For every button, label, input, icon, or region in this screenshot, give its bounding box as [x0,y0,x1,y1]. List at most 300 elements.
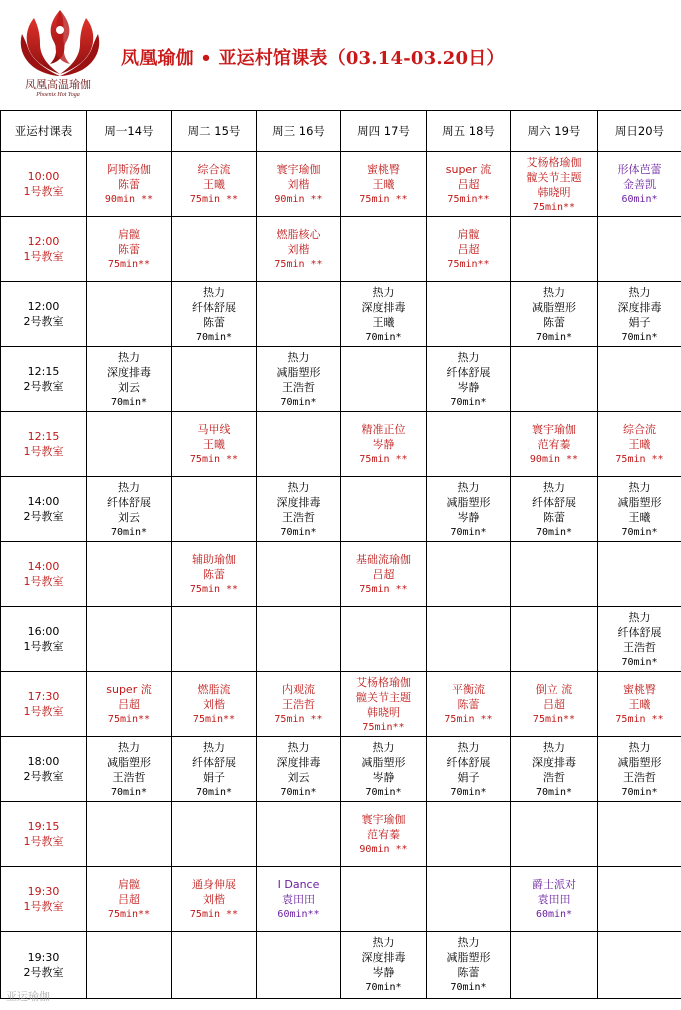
slot-room: 1号教室 [23,705,64,718]
class-cell [598,607,681,672]
class-name: 内观流 [282,683,315,696]
class-entry [598,737,681,800]
slot-room: 1号教室 [23,250,64,263]
class-entry [598,672,681,727]
class-cell [511,737,598,802]
instructor-name: 陈蕾 [543,511,565,524]
class-cell [511,282,598,347]
class-cell [598,152,681,217]
slot-time: 17:30 [27,690,60,703]
empty-cell [172,477,257,542]
class-cell [511,152,598,217]
instructor-name: 王浩哲 [282,381,315,394]
class-entry [598,152,681,207]
class-duration: 75min ** [189,584,239,595]
class-cell [172,282,257,347]
class-name: I Dance [277,878,320,891]
empty-cell [87,282,172,347]
empty-cell [257,607,341,672]
slot-room: 1号教室 [23,900,64,913]
instructor-name: 王曦 [628,438,651,451]
class-name: 减脂塑形 [361,756,406,769]
table-row [1,867,681,932]
class-duration: 90min ** [529,454,579,465]
class-name: 热力 [543,481,565,494]
class-entry [257,737,340,800]
instructor-name: 陈蕾 [118,243,140,256]
class-name: 平衡流 [452,683,485,696]
class-name: 减脂塑形 [446,951,491,964]
empty-cell [87,542,172,607]
class-name: 热力 [287,351,310,364]
class-entry [87,152,171,207]
class-name: 形体芭蕾 [617,163,662,176]
class-duration: 90min ** [104,194,154,205]
instructor-name: 吕超 [457,178,480,191]
instructor-name: 金善凯 [623,178,656,191]
class-cell [87,477,172,542]
slot-time: 14:00 [27,495,60,508]
class-name: 寰宇瑜伽 [532,423,576,436]
class-entry [511,282,597,345]
class-name: 肩髋 [118,878,140,891]
class-name: 热力 [628,481,651,494]
class-duration: 75min** [107,714,151,725]
class-cell [341,672,427,737]
class-duration: 70min* [621,527,658,538]
class-name: 精准正位 [361,423,406,436]
class-name: 热力 [543,741,565,754]
empty-cell [427,802,511,867]
empty-cell [511,932,598,999]
class-entry [511,152,597,215]
class-cell [427,477,511,542]
class-entry [598,282,681,345]
class-cell [257,867,341,932]
instructor-name: 刘云 [118,381,140,394]
class-duration: 70min* [280,397,317,408]
class-name: 热力 [543,286,565,299]
class-duration: 75min ** [274,259,323,270]
slot-time: 12:00 [27,235,60,248]
slot-time: 19:30 [27,885,60,898]
class-cell [511,867,598,932]
class-name: 热力 [628,611,651,624]
class-cell [341,932,427,999]
class-name: 综合流 [197,163,231,176]
instructor-name: 娟子 [628,316,651,329]
empty-cell [511,802,598,867]
class-duration: 90min ** [359,844,408,855]
empty-cell [598,802,681,867]
instructor-name: 岑静 [372,771,395,784]
class-entry [341,412,426,467]
empty-cell [511,542,598,607]
instructor-name: 陈蕾 [203,316,225,329]
instructor-name: 陈蕾 [457,698,480,711]
instructor-name: 王曦 [628,511,651,524]
slot-time: 18:00 [27,755,60,768]
instructor-name: 吕超 [372,568,395,581]
class-name: 热力 [203,741,225,754]
class-entry [341,282,426,345]
instructor-name: 王浩哲 [282,511,315,524]
class-name: 热力 [118,481,140,494]
class-cell [172,867,257,932]
empty-cell [598,867,681,932]
slot-room: 1号教室 [23,445,64,458]
class-duration: 70min* [110,397,148,408]
class-duration: 70min* [280,787,317,798]
slot-room: 1号教室 [23,640,64,653]
class-duration: 70min* [621,787,658,798]
class-cell [427,217,511,282]
slot-time: 10:00 [27,170,60,183]
class-name: 肩髋 [118,228,140,241]
class-duration: 70min* [110,527,148,538]
class-cell [598,737,681,802]
class-duration: 75min ** [359,584,408,595]
empty-cell [87,607,172,672]
instructor-name: 王曦 [203,438,225,451]
instructor-name: 陈蕾 [457,966,480,979]
class-name: 热力 [287,481,310,494]
empty-cell [87,932,172,999]
class-cell [511,672,598,737]
instructor-name: 王浩哲 [112,771,146,784]
class-entry [427,217,510,272]
instructor-name: 刘云 [118,511,140,524]
class-name: 寰宇瑜伽 [276,163,321,176]
class-name: 纤体舒展 [192,756,236,769]
class-name: 深度排毒 [276,496,321,509]
day-header: 周三 16号 [257,111,341,152]
class-entry [341,932,426,995]
slot-time: 14:00 [27,560,60,573]
table-row [1,672,681,737]
table-row [1,607,681,672]
class-cell [257,217,341,282]
table-row [1,802,681,867]
class-duration: 75min** [192,714,236,725]
slot-time: 16:00 [27,625,60,638]
table-row [1,542,681,607]
class-cell [172,542,257,607]
class-entry [511,412,597,467]
class-name: 深度排毒 [276,756,321,769]
time-slot [1,282,87,347]
class-cell [427,932,511,999]
class-cell [87,672,172,737]
logo-subtext: Phoenix Hot Yoga [36,92,80,98]
class-name: 减脂塑形 [276,366,321,379]
slot-room: 2号教室 [23,315,64,328]
instructor-name: 王浩哲 [623,771,656,784]
class-entry [172,737,256,800]
class-duration: 75min** [447,259,490,270]
class-entry [87,217,171,272]
class-cell [427,737,511,802]
empty-cell [172,607,257,672]
class-duration: 60min** [277,909,320,920]
empty-cell [172,932,257,999]
instructor-name: 韩晓明 [537,186,571,199]
empty-cell [598,217,681,282]
instructor-name: 王浩哲 [623,641,656,654]
class-name: 阿斯汤伽 [107,163,151,176]
class-duration: 60min* [621,194,658,205]
class-entry [511,867,597,922]
instructor-name: 王浩哲 [282,698,315,711]
class-name: 艾杨格瑜伽 [526,156,582,169]
empty-cell [598,542,681,607]
class-name: 肩髋 [457,228,480,241]
class-cell [87,737,172,802]
instructor-name: 王曦 [628,698,651,711]
instructor-name: 范宥蓁 [537,438,571,451]
class-entry [257,867,340,922]
class-name: 深度排毒 [361,301,406,314]
class-duration: 70min* [365,787,402,798]
class-entry [511,737,597,800]
class-duration: 70min* [280,527,317,538]
empty-cell [511,217,598,282]
class-cell [341,282,427,347]
class-cell [87,867,172,932]
class-entry [87,867,171,922]
class-name: 热力 [457,936,480,949]
instructor-name: 刘云 [287,771,310,784]
table-row [1,412,681,477]
class-cell [427,152,511,217]
instructor-name: 娟子 [203,771,225,784]
empty-cell [257,412,341,477]
table-row [1,152,681,217]
time-slot [1,867,87,932]
day-header: 周二 15号 [172,111,257,152]
day-header: 周五 18号 [427,111,511,152]
class-name: 蜜桃臀 [623,683,656,696]
class-name: 深度排毒 [532,756,576,769]
instructor-name: 刘楷 [203,893,225,906]
slot-room: 2号教室 [23,380,64,393]
instructor-name: 刘楷 [287,178,310,191]
class-name: 纤体舒展 [617,626,662,639]
empty-cell [427,542,511,607]
class-cell [598,282,681,347]
class-entry [598,477,681,540]
class-name: 综合流 [623,423,656,436]
class-name: super 流 [106,683,152,696]
class-cell [172,737,257,802]
class-duration: 70min* [110,787,148,798]
slot-time: 12:15 [27,365,60,378]
class-entry [427,347,510,410]
time-slot [1,737,87,802]
instructor-name: 岑静 [457,381,480,394]
class-duration: 90min ** [274,194,323,205]
class-name: 爵士派对 [532,878,576,891]
schedule-table [0,110,681,999]
empty-cell [257,282,341,347]
class-cell [427,672,511,737]
empty-cell [427,867,511,932]
empty-cell [341,347,427,412]
class-entry [172,152,256,207]
class-entry [257,152,340,207]
time-slot [1,802,87,867]
class-duration: 75min ** [615,454,664,465]
class-name: 减脂塑形 [107,756,151,769]
corner-label: 亚运村课表 [1,111,87,152]
instructor-name: 岑静 [372,966,395,979]
class-name: 深度排毒 [361,951,406,964]
class-name: 热力 [372,286,395,299]
class-cell [257,152,341,217]
class-name: 深度排毒 [107,366,151,379]
time-slot [1,477,87,542]
instructor-name: 吕超 [457,243,480,256]
table-row [1,932,681,999]
class-duration: 70min* [195,787,233,798]
class-duration: 70min* [621,332,658,343]
class-duration: 75min** [107,909,151,920]
class-duration: 70min* [535,787,573,798]
instructor-name: 陈蕾 [203,568,225,581]
class-name: 纤体舒展 [107,496,151,509]
table-row [1,347,681,412]
instructor-name: 韩晓明 [367,706,400,719]
class-name: 纤体舒展 [192,301,236,314]
class-cell [511,477,598,542]
class-duration: 70min* [450,982,487,993]
class-name: 蜜桃臀 [367,163,400,176]
class-cell [257,737,341,802]
class-entry [427,932,510,995]
class-name: 热力 [287,741,310,754]
class-entry [427,737,510,800]
header [0,0,681,110]
class-name: 热力 [628,286,651,299]
class-name: 寰宇瑜伽 [361,813,406,826]
class-name: 热力 [628,741,651,754]
instructor-name: 吕超 [118,698,140,711]
instructor-name: 陈蕾 [118,178,140,191]
class-entry [257,477,340,540]
class-name: 热力 [203,286,225,299]
empty-cell [87,802,172,867]
empty-cell [341,217,427,282]
time-slot [1,542,87,607]
logo-text: 凤凰高温瑜伽 [25,78,91,91]
class-name: 纤体舒展 [532,496,576,509]
class-entry [172,867,256,922]
class-entry [257,347,340,410]
class-entry [427,672,510,727]
instructor-name: 吕超 [543,698,565,711]
class-name: 倒立 流 [535,683,573,696]
class-name: 热力 [457,741,480,754]
class-entry [598,412,681,467]
header-row [1,111,681,152]
table-row [1,282,681,347]
class-cell [87,152,172,217]
class-name: 髋关节主题 [356,691,411,704]
class-name: 减脂塑形 [446,496,491,509]
class-duration: 70min* [450,527,487,538]
class-cell [598,477,681,542]
instructor-name: 王曦 [203,178,225,191]
empty-cell [87,412,172,477]
empty-cell [598,347,681,412]
empty-cell [172,347,257,412]
time-slot [1,412,87,477]
class-duration: 75min ** [444,714,493,725]
instructor-name: 陈蕾 [543,316,565,329]
class-duration: 75min** [532,714,576,725]
class-entry [341,672,426,735]
class-name: 燃脂流 [197,683,231,696]
instructor-name: 刘楷 [203,698,225,711]
class-duration: 70min* [195,332,233,343]
empty-cell [257,802,341,867]
class-name: 马甲线 [197,423,231,436]
class-entry [172,412,256,467]
class-entry [87,672,171,727]
empty-cell [341,867,427,932]
class-name: 深度排毒 [617,301,662,314]
day-header: 周六 19号 [511,111,598,152]
class-entry [427,477,510,540]
empty-cell [511,607,598,672]
slot-room: 1号教室 [23,575,64,588]
empty-cell [427,412,511,477]
class-cell [341,802,427,867]
class-entry [172,542,256,597]
class-name: super 流 [445,163,492,176]
table-row [1,217,681,282]
class-name: 热力 [372,936,395,949]
class-entry [257,672,340,727]
class-duration: 70min* [365,982,402,993]
slot-time: 12:15 [27,430,60,443]
slot-room: 2号教室 [23,510,64,523]
class-name: 热力 [118,741,140,754]
instructor-name: 岑静 [457,511,480,524]
day-header: 周四 17号 [341,111,427,152]
class-entry [427,152,510,207]
empty-cell [257,542,341,607]
class-name: 辅助瑜伽 [192,553,236,566]
class-duration: 70min* [365,332,402,343]
schedule-body [1,152,681,999]
empty-cell [427,282,511,347]
class-duration: 75min** [447,194,490,205]
empty-cell [341,477,427,542]
class-entry [341,737,426,800]
time-slot [1,607,87,672]
instructor-name: 岑静 [372,438,395,451]
time-slot [1,217,87,282]
class-entry [341,542,426,597]
class-cell [598,672,681,737]
class-name: 艾杨格瑜伽 [356,676,411,689]
empty-cell [427,607,511,672]
class-duration: 60min* [535,909,573,920]
instructor-name: 吕超 [118,893,140,906]
empty-cell [172,802,257,867]
phoenix-flame-icon [14,4,106,84]
